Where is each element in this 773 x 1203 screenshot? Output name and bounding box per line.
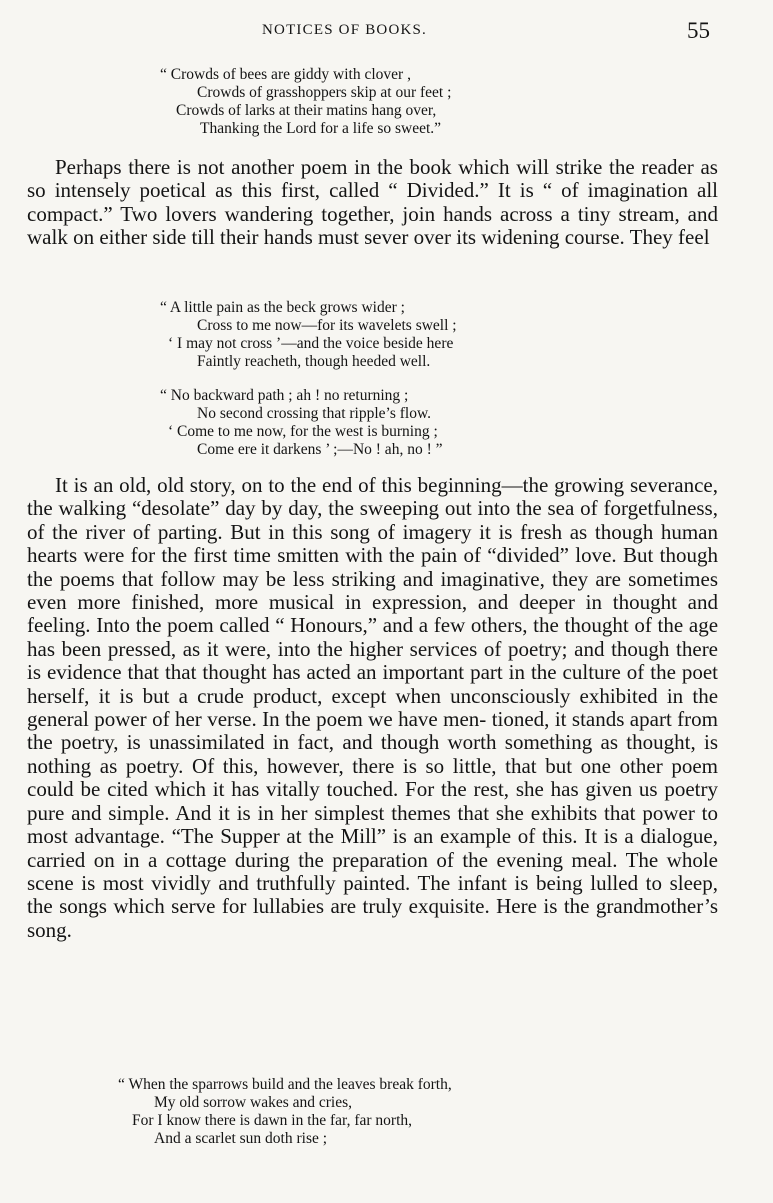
prose-line: on either side till their hands must sever over its widening — [73, 225, 560, 250]
verse-line: ‘ I may not cross ’—and the voice beside here — [168, 335, 454, 352]
prose-line: lullabies are truly exquisite. Here is the grandmother’s song. — [27, 894, 719, 942]
prose-line: growing severance, the walking “desolate” day by day, the — [27, 473, 718, 521]
verse-line: “ A little pain as the beck grows wider ; — [160, 299, 405, 316]
prose-line: Of this, however, there is so little, that but one other poem — [192, 753, 718, 778]
prose-line: were for the first time smitten with the pain of “divided” love. — [83, 543, 617, 568]
verse-stanza-bees — [160, 66, 451, 138]
verse-line: My old sorrow wakes and cries, — [154, 1094, 353, 1111]
prose-line: The infant is being lulled to sleep, the songs which serve for — [27, 870, 719, 919]
verse-line: “ No backward path ; ah ! no returning ; — [160, 387, 409, 404]
running-head — [0, 18, 773, 48]
verse-line: Come ere it darkens ’ ;—No ! ah, no ! ” — [197, 441, 443, 458]
prose-line: and though worth something as thought, is nothing as poetry. — [27, 730, 718, 778]
verse-stanza-beck — [160, 299, 457, 371]
prose-line: themes that she exhibits that power to most advantage. “The — [27, 800, 719, 849]
prose-line: wandering together, join hands across a tiny stream, and walk — [27, 201, 719, 250]
prose-line: Perhaps there is not another poem in the book which will — [55, 155, 549, 179]
verse-line: Crowds of larks at their matins hang over, — [176, 102, 437, 119]
verse-line: Cross to me now—for its wavelets swell ; — [197, 317, 457, 334]
verse-stanza-sparrows — [118, 1076, 452, 1148]
prose-line: has given us poetry pure and simple. And it is in her simplest — [27, 777, 719, 825]
prose-line: imaginative, they are sometimes even more finished, more — [27, 566, 718, 615]
verse-line: No second crossing that ripple’s flow. — [197, 405, 432, 422]
prose-line: the general power of her verse. In the poem we have men- — [27, 683, 719, 732]
prose-line: sweeping out into the sea of forgetfulness, of the river of parting. — [27, 496, 718, 544]
prose-line: acted an important part in the culture of the poet herself, it is — [27, 660, 719, 708]
prose-line: meal. The whole scene is most vividly and truthfully painted. — [27, 847, 719, 895]
prose-line: the age has been pressed, as it were, into the higher services of — [27, 613, 719, 661]
prose-line: the poem called “ Honours,” and a few others, the thought of — [135, 613, 652, 638]
verse-line: “ When the sparrows build and the leaves break forth, — [118, 1076, 452, 1093]
prose-line: course. They feel — [564, 225, 710, 250]
prose-line: but a crude product, except when unconsciously exhibited in — [142, 683, 684, 708]
paragraph-divided — [27, 156, 718, 250]
verse-stanza-path — [160, 387, 442, 459]
verse-line: “ Crowds of bees are giddy with clover , — [160, 66, 411, 83]
verse-line: And a scarlet sun doth rise ; — [154, 1130, 328, 1147]
page-number: 55 — [687, 18, 710, 43]
verse-line: Thanking the Lord for a life so sweet.” — [200, 120, 442, 137]
prose-line: strike the reader as so intensely poetical as this first, called — [27, 155, 718, 203]
paragraph-old-story — [27, 474, 718, 942]
prose-line: It is an old, old story, on to the end of this beginning—the — [55, 473, 549, 497]
prose-line: carried on in a cottage during the preparation of the evening — [27, 847, 563, 872]
verse-line: Crowds of grasshoppers skip at our feet ; — [197, 84, 452, 101]
prose-line: “ Divided.” It is “ of imagination all compact.” Two lovers — [27, 178, 719, 226]
prose-line: Supper at the Mill” is an example of this. It is a dialogue, — [220, 824, 718, 849]
prose-line: But in this song of imagery it is fresh as though human hearts — [27, 519, 719, 568]
prose-line: could be cited which it has vitally touched. For the rest, she — [27, 777, 544, 802]
prose-line: tioned, it stands apart from the poetry, is unassimilated in fact, — [27, 707, 719, 755]
running-title: NOTICES OF BOOKS. — [262, 22, 428, 38]
verse-line: ‘ Come to me now, for the west is burning ; — [168, 423, 438, 440]
prose-line: musical in expression, and deeper in thought and feeling. Into — [27, 590, 719, 638]
verse-line: For I know there is dawn in the far, far north, — [132, 1112, 413, 1129]
verse-line: Faintly reacheth, though heeded well. — [197, 353, 431, 370]
prose-line: poetry; and though there is evidence that that thought has — [27, 636, 719, 685]
prose-line: But though the poems that follow may be less striking and — [27, 543, 719, 591]
